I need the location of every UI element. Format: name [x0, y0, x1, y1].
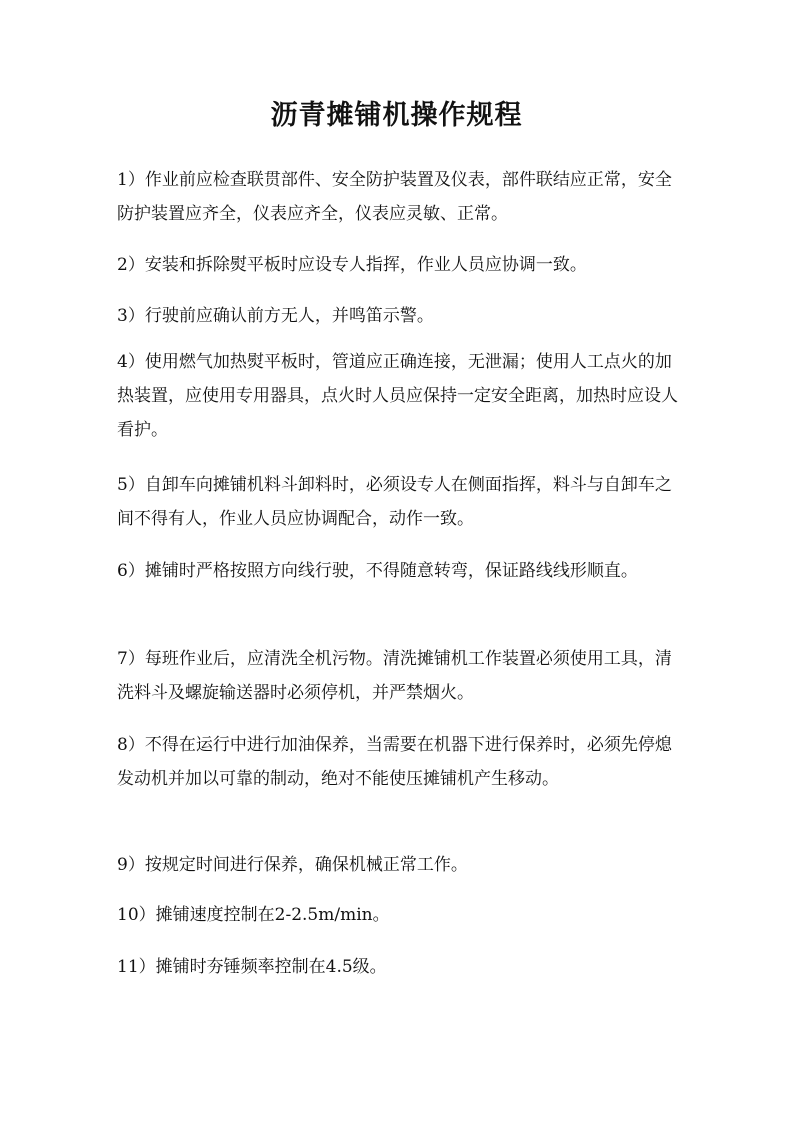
paragraph-9: 9）按规定时间进行保养，确保机械正常工作。 — [117, 855, 468, 875]
paragraph-1: 1）作业前应检查联贯部件、安全防护装置及仪表，部件联结应正常，安全防护装置应齐全，仪表应齐全，仪表应灵敏、正常。 — [117, 170, 672, 224]
paragraph-6: 6）摊铺时严格按照方向线行驶，不得随意转弯，保证路线线形顺直。 — [117, 561, 638, 581]
paragraph-2: 2）安装和拆除熨平板时应设专人指挥，作业人员应协调一致。 — [117, 255, 587, 275]
paragraph-7: 7）每班作业后，应清洗全机污物。清洗摊铺机工作装置必须使用工具，清洗料斗及螺旋输送器时必须停机，并严禁烟火。 — [117, 649, 672, 703]
document-title: 沥青摊铺机操作规程 — [270, 100, 523, 131]
paragraph-5: 5）自卸车向摊铺机料斗卸料时，必须设专人在侧面指挥，料斗与自卸车之间不得有人，作业人员应协调配合，动作一致。 — [117, 475, 672, 529]
paragraph-10: 10）摊铺速度控制在2-2.5m/min。 — [117, 905, 390, 925]
paragraph-11: 11）摊铺时夯锤频率控制在4.5级。 — [117, 957, 387, 977]
paragraph-3: 3）行驶前应确认前方无人，并鸣笛示警。 — [117, 306, 434, 326]
paragraph-8: 8）不得在运行中进行加油保养，当需要在机器下进行保养时，必须先停熄发动机并加以可靠的制动，绝对不能使压摊铺机产生移动。 — [117, 735, 672, 789]
paragraph-4: 4）使用燃气加热熨平板时，管道应正确连接，无泄漏；使用人工点火的加热装置，应使用专用器具，点火时人员应保持一定安全距离，加热时应设人看护。 — [117, 352, 678, 440]
